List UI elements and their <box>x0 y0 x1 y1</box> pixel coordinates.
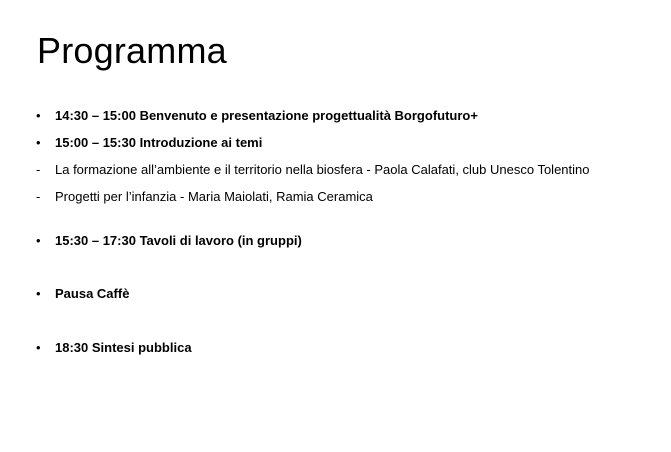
agenda-item-text: 15:30 – 17:30 Tavoli di lavoro (in gruppi) <box>55 233 302 248</box>
agenda-subitem <box>0 160 671 180</box>
slide-title: Programma <box>37 30 227 71</box>
agenda-item <box>0 338 671 358</box>
bullet-icon: • <box>36 108 41 123</box>
agenda-item <box>0 284 671 304</box>
agenda-subitem <box>0 187 671 207</box>
bullet-icon: • <box>36 286 41 301</box>
agenda-item-text: 15:00 – 15:30 Introduzione ai temi <box>55 135 263 150</box>
agenda-subitem-text: La formazione all’ambiente e il territorio nella biosfera - Paola Calafati, club Unesco Tolentino <box>55 162 590 177</box>
agenda-item <box>0 106 671 126</box>
agenda-item-text: Pausa Caffè <box>55 286 130 301</box>
dash-icon: - <box>36 189 41 204</box>
bullet-icon: • <box>36 340 41 355</box>
bullet-icon: • <box>36 233 41 248</box>
agenda-item <box>0 231 671 251</box>
agenda-item <box>0 133 671 153</box>
bullet-icon: • <box>36 135 41 150</box>
agenda-item-text: 14:30 – 15:00 Benvenuto e presentazione progettualità Borgofuturo+ <box>55 108 478 123</box>
agenda-subitem-text: Progetti per l’infanzia - Maria Maiolati, Ramia Ceramica <box>55 189 373 204</box>
agenda-item-text: 18:30 Sintesi pubblica <box>55 340 192 355</box>
dash-icon: - <box>36 162 41 177</box>
